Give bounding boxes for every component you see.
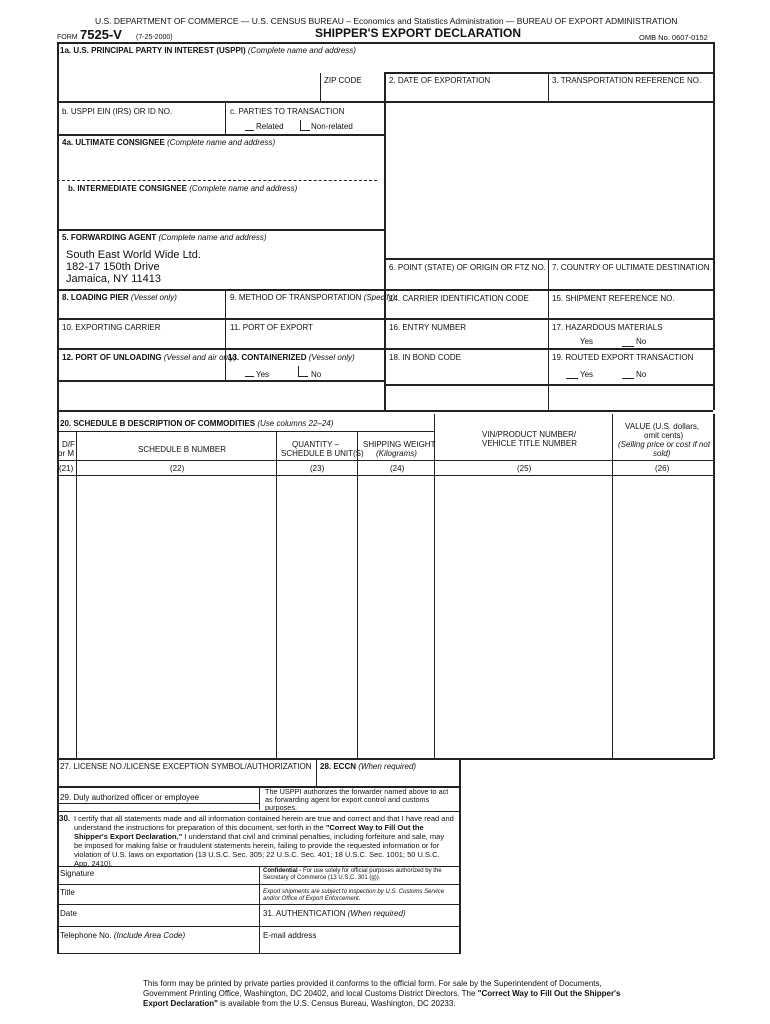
f1b-f1c-divider [225,102,226,134]
agent-name: South East World Wide Ltd. [66,249,201,261]
rule-289 [57,289,713,291]
officer-underline [57,803,259,804]
signature-label: Signature [60,869,95,878]
form-number: 7525-V [80,27,122,42]
department-header: U.S. DEPARTMENT OF COMMERCE — U.S. CENSUS BUREAU – Economics and Statistics Administration — BUREAU OF EXPORT ADMINISTRATION [95,16,678,26]
rule-318 [57,318,713,320]
column-number-bottom-rule [57,475,713,476]
col23-divider [357,432,358,758]
hazardous-yes-label: Yes [580,337,594,346]
hazardous-no-blank[interactable] [622,346,634,347]
col26-left-top [612,414,613,461]
field-1a-label: 1a. U.S. PRINCIPAL PARTY IN INTEREST (USPPI) (Complete name and address) [60,46,356,55]
quantity-header-line1: QUANTITY – [292,440,339,449]
left-col-divider [225,290,226,380]
col24-number: (24) [390,464,405,473]
col25-left-top [434,414,435,461]
zip-divider [320,73,321,101]
agent-city: Jamaica, NY 11413 [66,273,161,285]
col24-divider [434,460,435,758]
confidential-text: Confidential - For use solely for official purposes authorized by the Secretary of Commerce (13 U.S.C. 301 (g)). [263,868,442,881]
exporting-carrier-label: 10. EXPORTING CARRIER [62,323,161,332]
parties-to-transaction-label: c. PARTIES TO TRANSACTION [230,107,345,116]
col22-divider [276,432,277,758]
routed-no-blank[interactable] [622,378,634,379]
title-label: Title [60,888,75,897]
rule-258 [385,258,713,260]
certification-text: I certify that all statements made and all information contained herein are true and correct and that I have read and understand the instructions for preparation of this document, set forth in the "Correct Way to Fill Out the Shipper's Export Declaration." I understand that civil and criminal penalties, including forfeiture and sale, may be imposed for making false or fraudulent statements herein, failing to provide the requested information or for violation of U.S. laws on exportation (13 U.S.C. Sec. 305; 22 U.S.C. Sec. 401; 18 U.S.C. Sec. 1001; 50 U.S.C. App. 2410). [74,814,454,868]
inspection-text: Export shipments are subject to inspection by U.S. Customs Service and/or Office of Export Enforcement. [263,889,445,902]
right-border-top [713,42,715,410]
zip-code-label: ZIP CODE [324,76,362,85]
f2-f3-divider [548,73,549,101]
in-bond-code-label: 18. IN BOND CODE [389,353,462,362]
ultimate-consignee-label: 4a. ULTIMATE CONSIGNEE (Complete name and address) [62,138,276,147]
schedule-header-rule [57,431,434,432]
rule-904 [57,904,460,905]
authentication-label: 31. AUTHENTICATION [263,909,346,918]
value-header-line3: (Selling price or cost if not [618,440,711,449]
col26-number: (26) [655,464,670,473]
routed-no-label: No [636,370,647,379]
carrier-id-label: 14. CARRIER IDENTIFICATION CODE [389,294,529,303]
rule-884 [57,884,460,885]
rule-101 [57,101,713,103]
routed-yes-label: Yes [580,370,594,379]
containerized-label: 13. CONTAINERIZED [228,353,307,362]
point-of-origin-label: 6. POINT (STATE) OF ORIGIN OR FTZ NO. [389,263,546,272]
rule-348 [57,348,713,350]
loading-pier-label: 8. LOADING PIER [62,293,129,302]
related-checkbox[interactable] [245,120,254,131]
rule-926 [57,926,460,927]
footer-note: This form may be printed by private parties provided it conforms to the official form. For sale by the Superintendent of Documents, Government Printing Office, Washington, DC 20402, and local Customs District Directors. The "Correct Way to Fill Out the Shipper's Export Declaration" is available from the U.S. Census Bureau, Washington, DC 20233. [143,979,621,1008]
weight-header-line1: SHIPPING WEIGHT [363,440,436,449]
right-border-mid [713,414,715,759]
date-label: Date [60,909,77,918]
containerized-no-label: No [311,370,322,379]
value-header-line2: omit cents) [644,431,684,440]
transportation-ref-label: 3. TRANSPORTATION REFERENCE NO. [552,76,702,85]
vin-header-line2: VEHICLE TITLE NUMBER [482,439,577,448]
telephone-label: Telephone No. [60,931,112,940]
authorization-box-left [259,787,260,810]
authorization-text: The USPPI authorizes the forwarder named above to act as forwarding agent for export control and customs purposes. [265,787,449,812]
col23-number: (23) [310,464,325,473]
date-of-exportation-label: 2. DATE OF EXPORTATION [389,76,491,85]
rule-134 [57,134,385,136]
rule-384 [385,384,713,386]
rule-380 [57,380,385,382]
schedule-b-number-header: SCHEDULE B NUMBER [138,445,227,454]
col25-divider [612,460,613,758]
df-label-line1: D/F [62,440,75,449]
routed-export-label: 19. ROUTED EXPORT TRANSACTION [552,353,694,362]
schedule-b-title: 20. SCHEDULE B DESCRIPTION OF COMMODITIES (Use columns 22–24) [60,419,334,428]
containerized-yes-checkbox[interactable] [245,366,254,377]
f27-f28-divider [316,759,317,786]
omb-number: OMB No. 0607-0152 [639,33,708,42]
consignee-dashed-rule [57,180,377,181]
method-transport-label: 9. METHOD OF TRANSPORTATION [230,293,362,302]
shipment-ref-label: 15. SHIPMENT REFERENCE NO. [552,294,675,303]
column-number-top-rule [57,460,713,461]
rule-811 [57,811,460,812]
value-header-line1: VALUE (U.S. dollars, [625,422,700,431]
df-label-line2: or M [58,449,74,458]
certification-number: 30. [59,814,71,823]
value-header-line4: sold) [653,449,671,458]
header-rule [57,42,714,44]
form-title: SHIPPER'S EXPORT DECLARATION [315,26,521,40]
rule-953 [57,953,460,954]
schedule-bottom-rule [57,758,713,760]
containerized-yes-label: Yes [256,370,270,379]
right-col-divider [548,259,549,410]
col22-number: (22) [170,464,185,473]
port-unloading-label: 12. PORT OF UNLOADING [62,353,162,362]
quantity-header-line2: SCHEDULE B UNIT(S) [281,449,364,458]
col21-number: (21) [59,464,74,473]
port-of-export-label: 11. PORT OF EXPORT [230,323,313,332]
hazardous-materials-label: 17. HAZARDOUS MATERIALS [552,323,663,332]
authorized-officer-label: 29. Duly authorized officer or employee [60,793,200,802]
signature-col-divider [259,866,260,954]
containerized-no-checkbox[interactable] [298,366,308,377]
routed-yes-blank[interactable] [566,378,578,379]
form-prefix: FORM [57,34,78,41]
usppi-ein-label: b. USPPI EIN (IRS) OR ID NO. [62,107,173,116]
license-label: 27. LICENSE NO./LICENSE EXCEPTION SYMBOL/AUTHORIZATION [60,762,312,771]
forwarding-agent-label: 5. FORWARDING AGENT (Complete name and address) [62,233,267,242]
email-label: E-mail address [263,931,317,940]
nonrelated-label: Non-related [311,122,353,131]
agent-street: 182-17 150th Drive [66,261,160,273]
form-date: (7-25-2000) [136,34,173,41]
vin-header-line1: VIN/PRODUCT NUMBER/ [482,430,577,439]
rule-top-right [384,72,714,74]
intermediate-consignee-label: b. INTERMEDIATE CONSIGNEE (Complete name and address) [68,184,298,193]
col21-divider [76,432,77,758]
related-label: Related [256,122,284,131]
center-divider [384,72,386,410]
rule-229 [57,229,385,231]
nonrelated-checkbox[interactable] [300,120,310,131]
entry-number-label: 16. ENTRY NUMBER [389,323,467,332]
col25-number: (25) [517,464,532,473]
hazardous-no-label: No [636,337,647,346]
country-destination-label: 7. COUNTRY OF ULTIMATE DESTINATION [552,263,710,272]
eccn-label: 28. ECCN [320,762,357,771]
weight-header-line2: (Kilograms) [376,449,417,458]
rule-410 [57,410,713,412]
